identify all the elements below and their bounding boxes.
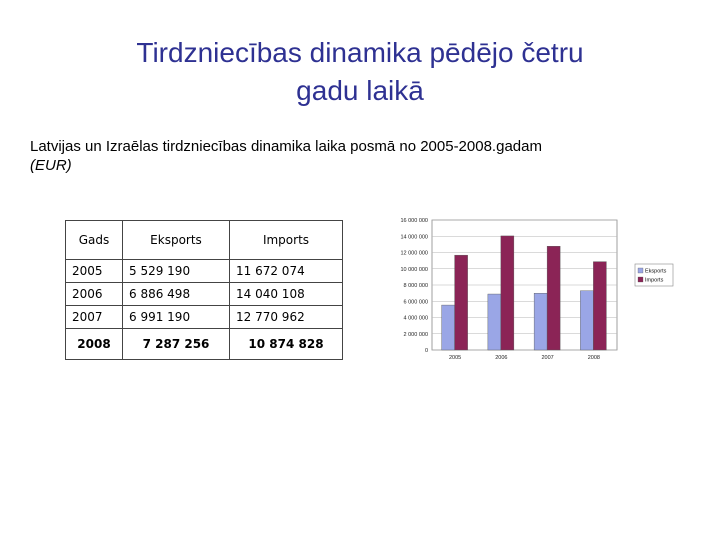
legend-swatch — [638, 277, 643, 282]
header-year: Gads — [66, 221, 123, 260]
slide-title — [40, 34, 680, 110]
slide-subtitle — [30, 137, 690, 175]
subtitle-text: Latvijas un Izraēlas tirdzniecības dinamika laika posmā no 2005-2008.gadam — [30, 138, 542, 155]
bar-eksports — [488, 294, 501, 350]
x-tick-label: 2005 — [449, 355, 462, 361]
y-tick-label: 14 000 000 — [400, 234, 428, 241]
x-tick-label: 2006 — [495, 355, 508, 361]
y-tick-label: 0 — [424, 348, 428, 354]
cell-import: 14 040 108 — [230, 283, 343, 306]
bar-eksports — [580, 291, 593, 350]
x-tick-label: 2007 — [541, 355, 554, 361]
cell-export: 7 287 256 — [123, 329, 230, 360]
table-row — [66, 329, 343, 360]
cell-export: 6 886 498 — [123, 283, 230, 306]
y-tick-label: 12 000 000 — [400, 250, 428, 257]
bar-imports — [593, 262, 606, 350]
cell-export: 6 991 190 — [123, 306, 230, 329]
header-export: Eksports — [123, 221, 230, 260]
y-tick-label: 8 000 000 — [403, 283, 428, 289]
table-header-row — [66, 221, 343, 260]
y-tick-label: 16 000 000 — [400, 218, 428, 224]
header-import: Imports — [230, 221, 343, 260]
trade-table — [65, 220, 343, 360]
cell-import: 10 874 828 — [230, 329, 343, 360]
bar-eksports — [534, 293, 547, 350]
bar-imports — [501, 236, 514, 350]
cell-year: 2008 — [66, 329, 123, 360]
bar-imports — [455, 255, 468, 350]
y-tick-label: 4 000 000 — [403, 315, 428, 322]
y-tick-label: 10 000 000 — [400, 266, 428, 273]
table-row — [66, 306, 343, 329]
bar-eksports — [442, 305, 455, 350]
cell-year: 2006 — [66, 283, 123, 306]
cell-export: 5 529 190 — [123, 260, 230, 283]
trade-bar-chart — [375, 210, 675, 370]
legend-label: Eksports — [645, 268, 667, 275]
bar-imports — [547, 246, 560, 350]
cell-year: 2005 — [66, 260, 123, 283]
table-row — [66, 260, 343, 283]
x-tick-label: 2008 — [587, 355, 600, 361]
legend-swatch — [638, 268, 643, 273]
cell-year: 2007 — [66, 306, 123, 329]
legend-label: Imports — [645, 277, 664, 284]
title-line-2: gadu laikā — [296, 75, 424, 106]
y-tick-label: 2 000 000 — [403, 331, 428, 338]
unit-label: (EUR) — [30, 157, 72, 174]
y-tick-label: 6 000 000 — [403, 299, 428, 306]
title-line-1: Tirdzniecības dinamika pēdējo četru — [136, 37, 584, 68]
cell-import: 11 672 074 — [230, 260, 343, 283]
cell-import: 12 770 962 — [230, 306, 343, 329]
table-row — [66, 283, 343, 306]
